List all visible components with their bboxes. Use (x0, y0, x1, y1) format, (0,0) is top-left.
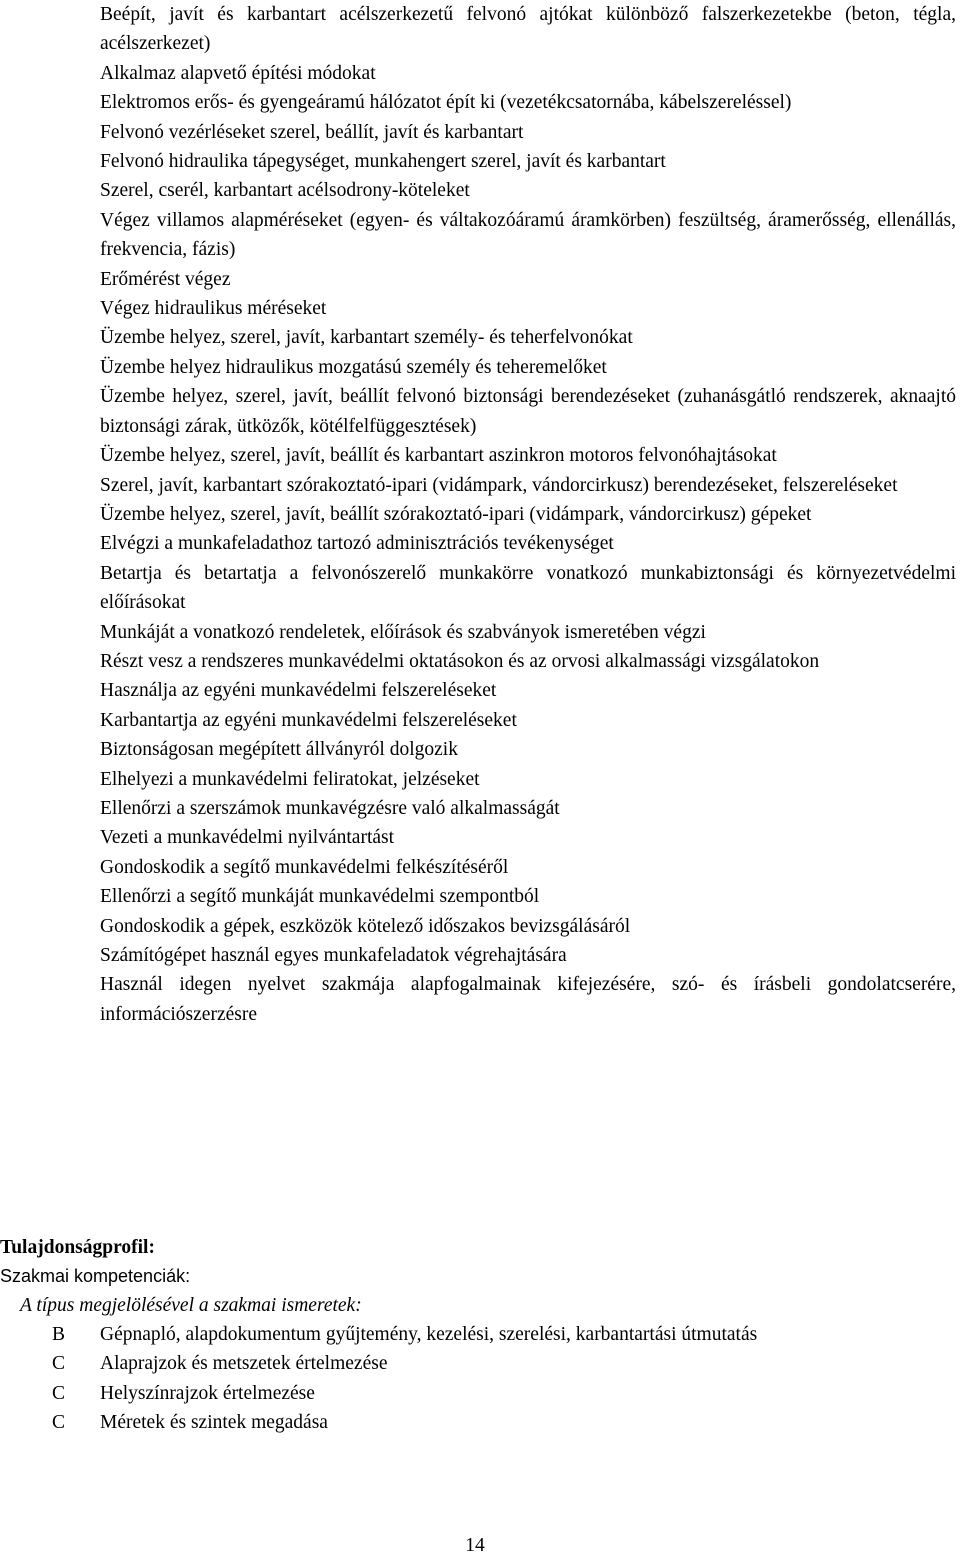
knowledge-item (0, 1408, 960, 1437)
task-item: Elvégzi a munkafeladathoz tartozó adminisztrációs tevékenységet (100, 533, 614, 555)
task-item: Szerel, javít, karbantart szórakoztató-ipari (vidámpark, vándorcirkusz) berendezéseket, felszereléseket (100, 474, 898, 496)
task-item: Végez hidraulikus méréseket (100, 298, 327, 320)
task-item: Alkalmaz alapvető építési módokat (100, 62, 376, 84)
task-item: Számítógépet használ egyes munkafeladatok végrehajtására (100, 945, 567, 966)
knowledge-type: C (52, 1353, 66, 1375)
task-item: Biztonságosan megépített állványról dolgozik (100, 739, 458, 761)
task-item: Vezeti a munkavédelmi nyilvántartást (100, 827, 395, 849)
knowledge-item (0, 1379, 960, 1408)
task-item: Munkáját a vonatkozó rendeletek, előírások és szabványok ismeretében végzi (100, 621, 706, 643)
task-item: Használja az egyéni munkavédelmi felszereléseket (100, 680, 497, 702)
task-item: Üzembe helyez, szerel, javít, beállít felvonó biztonsági berendezéseket (zuhanásgátló rendszerek, aknaajtó biztonsági zárak, ütközők, kötélfelfüggesztések) (100, 386, 956, 437)
page-number: 14 (465, 1535, 485, 1556)
task-item: Részt vesz a rendszeres munkavédelmi oktatásokon és az orvosi alkalmassági vizsgálatokon (100, 650, 820, 672)
task-item: Elektromos erős- és gyengeáramú hálózatot épít ki (vezetékcsatornába, kábelszereléssel) (100, 92, 792, 114)
task-list (100, 0, 956, 1029)
task-item: Karbantartja az egyéni munkavédelmi felszereléseket (100, 709, 517, 731)
knowledge-text: Alaprajzok és metszetek értelmezése (100, 1353, 388, 1375)
task-item: Üzembe helyez, szerel, javít, beállít szórakoztató-ipari (vidámpark, vándorcirkusz) gépeket (100, 503, 812, 525)
task-item: Gondoskodik a segítő munkavédelmi felkészítéséről (100, 856, 509, 878)
task-item: Üzembe helyez hidraulikus mozgatású személy és teheremelőket (100, 356, 607, 378)
knowledge-text: Méretek és szintek megadása (100, 1411, 328, 1433)
task-item: Szerel, cserél, karbantart acélsodrony-köteleket (100, 180, 470, 202)
knowledge-text: Gépnapló, alapdokumentum gyűjtemény, kezelési, szerelési, karbantartási útmutatás (100, 1324, 758, 1345)
task-item: Elhelyezi a munkavédelmi feliratokat, jelzéseket (100, 768, 480, 790)
task-item: Ellenőrzi a segítő munkáját munkavédelmi szempontból (100, 886, 540, 908)
knowledge-type: C (52, 1382, 66, 1404)
profile-subtitle: Szakmai kompetenciák: (0, 1266, 191, 1286)
task-item: Üzembe helyez, szerel, javít, beállít és karbantart aszinkron motoros felvonóhajtásokat (100, 445, 777, 467)
task-item: Felvonó vezérléseket szerel, beállít, javít és karbantart (100, 121, 524, 143)
task-item: Beépít, javít és karbantart acélszerkezetű felvonó ajtókat különböző falszerkezetekbe (beton, tégla, acélszerkezet) (100, 4, 956, 55)
task-item: Végez villamos alapméréseket (egyen- és váltakozóáramú áramkörben) feszültség, áramerősség, ellenállás, frekvencia, fázis) (100, 209, 956, 261)
task-item: Erőmérést végez (100, 268, 231, 290)
knowledge-text: Helyszínrajzok értelmezése (100, 1382, 315, 1404)
task-item: Ellenőrzi a szerszámok munkavégzésre való alkalmasságát (100, 797, 560, 819)
knowledge-type: B (52, 1324, 66, 1345)
knowledge-item (0, 1349, 960, 1378)
knowledge-list (0, 1320, 960, 1437)
task-item: Felvonó hidraulika tápegységet, munkahengert szerel, javít és karbantart (100, 151, 666, 173)
knowledge-item (0, 1320, 960, 1349)
knowledge-type: C (52, 1411, 66, 1433)
task-item: Gondoskodik a gépek, eszközök kötelező időszakos bevizsgálásáról (100, 915, 631, 937)
knowledge-type-heading: A típus megjelölésével a szakmai ismeretek: (20, 1295, 362, 1316)
task-item: Használ idegen nyelvet szakmája alapfogalmainak kifejezésére, szó- és írásbeli gondolatcserére, információszerzésre (100, 974, 956, 1025)
profile-title: Tulajdonságprofil: (0, 1237, 155, 1258)
task-item: Betartja és betartatja a felvonószerelő munkakörre vonatkozó munkabiztonsági és környezetvédelmi előírásokat (100, 562, 956, 614)
task-item: Üzembe helyez, szerel, javít, karbantart személy- és teherfelvonókat (100, 327, 633, 349)
